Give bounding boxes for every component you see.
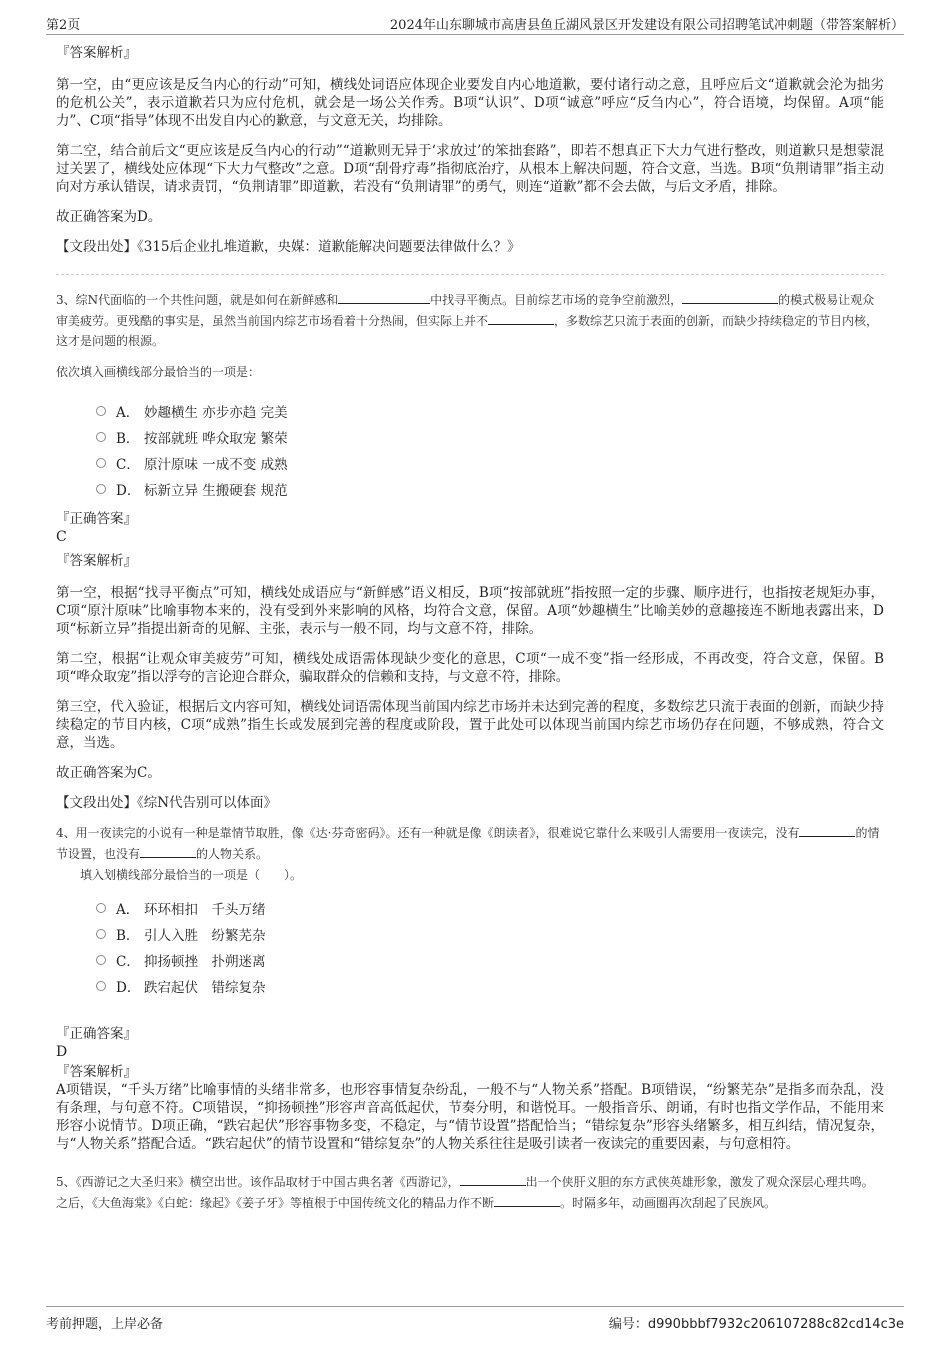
question-stem bbox=[56, 289, 884, 351]
question-3 bbox=[56, 289, 884, 812]
answer-tag: 『正确答案』 bbox=[56, 1026, 137, 1042]
stem-text: 5、《西游记之大圣归来》横空出世。该作品取材于中国古典名著《西游记》， bbox=[56, 1175, 460, 1189]
analysis-paragraph: 第二空，根据“让观众审美疲劳”可知，横线处成语需体现缺少变化的意思，C项“一成不变”指一经形成，不再改变，符合文意，保留。B项“哗众取宠”指以浮夸的言论迎合群众，骗取群众的信赖和支持，与文意不符，排除。 bbox=[56, 651, 884, 685]
stem-text: 的人物关系。 bbox=[196, 847, 269, 861]
analysis-paragraph: 第一空，由“更应该是反刍内心的行动”可知，横线处词语应体现企业要发自内心地道歉，要付诸行动之意，且呼应后文“道歉就会沦为拙劣的危机公关”，表示道歉若只为应付危机，就会是一场公关作秀。B项“认识”、D项“诚意”呼应“反刍内心”，符合语境，均保留。A项“能力”、C项“指导”体现不出发自内心的歉意，与文意无关，均排除。 bbox=[56, 77, 884, 129]
fill-blank bbox=[682, 289, 778, 304]
page-number: 第2页 bbox=[46, 18, 81, 33]
analysis-paragraph: 第一空，根据“找寻平衡点”可知，横线处成语应与“新鲜感”语义相反，B项“按部就班”指按照一定的步骤、顺序进行，也指按老规矩办事，C项“原汁原味”比喻事物本来的，没有受到外来影响的风格，均符合文意，保留。A项“妙趣横生”比喻美妙的意趣接连不断地表露出来，D项“标新立异”指提出新奇的见解、主张，表示与一般不同，均与文意不符，排除。 bbox=[56, 585, 884, 637]
divider bbox=[56, 274, 884, 275]
source-citation: 【文段出处】《315后企业扎堆道歉，央媒：道歉能解决问题要法律做什么？》 bbox=[56, 239, 521, 255]
question-stem bbox=[56, 822, 884, 864]
option-b[interactable]: B． 按部就班 哗众取宠 繁荣 bbox=[96, 424, 884, 450]
question-2-analysis bbox=[56, 44, 884, 256]
analysis-tag: 『答案解析』 bbox=[56, 45, 137, 61]
fill-blank bbox=[488, 310, 554, 325]
stem-text: 出一个侠肝义胆的东方武侠英雄形象，激发了观众深层心理共鸣。之后，《大鱼海棠》《白蛇：缘起》《姜子牙》等植根于中国传统文化的精品力作不断 bbox=[56, 1175, 874, 1210]
answer-tag: 『正确答案』 bbox=[56, 511, 137, 527]
question-prompt: 依次填入画横线部分最恰当的一项是： bbox=[56, 365, 261, 379]
page-footer bbox=[46, 1306, 904, 1331]
question-stem bbox=[56, 1171, 884, 1213]
page-header bbox=[46, 10, 904, 35]
stem-text: ，多数综艺只流于表面的创新，而缺少持续稳定的节目内核，这才是问题的根源。 bbox=[56, 314, 879, 348]
analysis-tag: 『答案解析』 bbox=[56, 553, 137, 569]
analysis-paragraph: 第三空，代入验证，根据后文内容可知，横线处词语需体现当前国内综艺市场并未达到完善的程度，多数综艺只流于表面的创新，而缺少持续稳定的节目内核，C项“成熟”指生长或发展到完善的程度或阶段，置于此处可以体现当前国内综艺市场仍存在问题，不够成熟，符合文意，当选。 bbox=[56, 699, 884, 751]
radio-icon[interactable] bbox=[96, 432, 106, 442]
option-a[interactable]: A． 环环相扣 千头万绪 bbox=[96, 895, 884, 921]
document-id: 编号：d990bbbf7932c206107288c82cd14c3e bbox=[608, 1317, 904, 1332]
question-prompt: 填入划横线部分最恰当的一项是（ ）。 bbox=[80, 868, 303, 882]
document-title: 2024年山东聊城市高唐县鱼丘湖风景区开发建设有限公司招聘笔试冲刺题（带答案解析） bbox=[389, 18, 904, 33]
stem-text: 的模式极易让观众审美疲劳。更残酷的事实是，虽然当前国内综艺市场看着十分热闹，但实际上并不 bbox=[56, 293, 875, 328]
option-a[interactable]: A． 妙趣横生 亦步亦趋 完美 bbox=[96, 398, 884, 424]
fill-blank bbox=[140, 843, 196, 858]
correct-answer: D bbox=[56, 1044, 68, 1060]
analysis-paragraph: A项错误，“千头万绪”比喻事情的头绪非常多，也形容事情复杂纷乱，一般不与“人物关系”搭配。B项错误，“纷繁芜杂”是指多而杂乱，没有条理，与句意不符。C项错误，“抑扬顿挫”形容声音高低起伏，节奏分明，和谐悦耳。一般指音乐、朗诵，有时也指文学作品，不能用来形容小说情节。D项正确，“跌宕起伏”形容事物多变，不稳定，与“情节设置”搭配恰当；“错综复杂”形容头绪繁多，相互纠结，情况复杂，与“人物关系”搭配合适。“跌宕起伏”的情节设置和“错综复杂”的人物关系往往是吸引读者一夜读完的重要因素，与句意相符。 bbox=[56, 1082, 884, 1152]
footer-slogan: 考前押题，上岸必备 bbox=[46, 1317, 164, 1332]
radio-icon[interactable] bbox=[96, 929, 106, 939]
analysis-paragraph: 第二空，结合前后文“更应该是反刍内心的行动”“道歉则无异于‘求放过’的笨拙套路”，即若不想真正下大力气进行整改，则道歉只是想蒙混过关罢了，横线处应体现“下大力气整改”之意。D项“刮骨疗毒”指彻底治疗，从根本上解决问题，符合文意，当选。B项“负荆请罪”指主动向对方承认错误，请求责罚，“负荆请罪”即道歉，若没有“负荆请罪”的勇气，则连“道歉”都不会去做，与后文矛盾，排除。 bbox=[56, 143, 884, 195]
analysis-conclusion: 故正确答案为C。 bbox=[56, 765, 161, 781]
radio-icon[interactable] bbox=[96, 903, 106, 913]
radio-icon[interactable] bbox=[96, 484, 106, 494]
analysis-conclusion: 故正确答案为D。 bbox=[56, 209, 162, 225]
fill-blank bbox=[799, 822, 855, 837]
option-list bbox=[56, 895, 884, 999]
stem-text: 4、用一夜读完的小说有一种是靠情节取胜，像《达·芬奇密码》。还有一种就是像《朗读者》，很难说它靠什么来吸引人需要用一夜读完，没有 bbox=[56, 826, 800, 840]
stem-text: 3、综N代面临的一个共性问题，就是如何在新鲜感和 bbox=[56, 293, 339, 307]
option-c[interactable]: C． 原汁原味 一成不变 成熟 bbox=[96, 450, 884, 476]
question-4 bbox=[56, 822, 884, 1153]
question-5 bbox=[56, 1171, 884, 1213]
option-d[interactable]: D． 跌宕起伏 错综复杂 bbox=[96, 973, 884, 999]
source-citation: 【文段出处】《综N代告别可以体面》 bbox=[56, 795, 278, 811]
stem-text: 的情节设置，也没有 bbox=[56, 826, 880, 861]
option-list bbox=[56, 398, 884, 502]
radio-icon[interactable] bbox=[96, 981, 106, 991]
option-c[interactable]: C． 抑扬顿挫 扑朔迷离 bbox=[96, 947, 884, 973]
fill-blank bbox=[460, 1171, 526, 1186]
stem-text: 中找寻平衡点。目前综艺市场的竞争空前激烈， bbox=[430, 293, 683, 307]
option-d[interactable]: D． 标新立异 生搬硬套 规范 bbox=[96, 476, 884, 502]
fill-blank bbox=[338, 289, 430, 304]
option-b[interactable]: B． 引人入胜 纷繁芜杂 bbox=[96, 921, 884, 947]
fill-blank bbox=[494, 1192, 560, 1207]
radio-icon[interactable] bbox=[96, 406, 106, 416]
correct-answer: C bbox=[56, 529, 67, 545]
radio-icon[interactable] bbox=[96, 955, 106, 965]
document-body bbox=[56, 44, 884, 1225]
analysis-tag: 『答案解析』 bbox=[56, 1064, 137, 1080]
stem-text: 。时隔多年，动画圈再次刮起了民族风。 bbox=[560, 1196, 777, 1210]
radio-icon[interactable] bbox=[96, 458, 106, 468]
